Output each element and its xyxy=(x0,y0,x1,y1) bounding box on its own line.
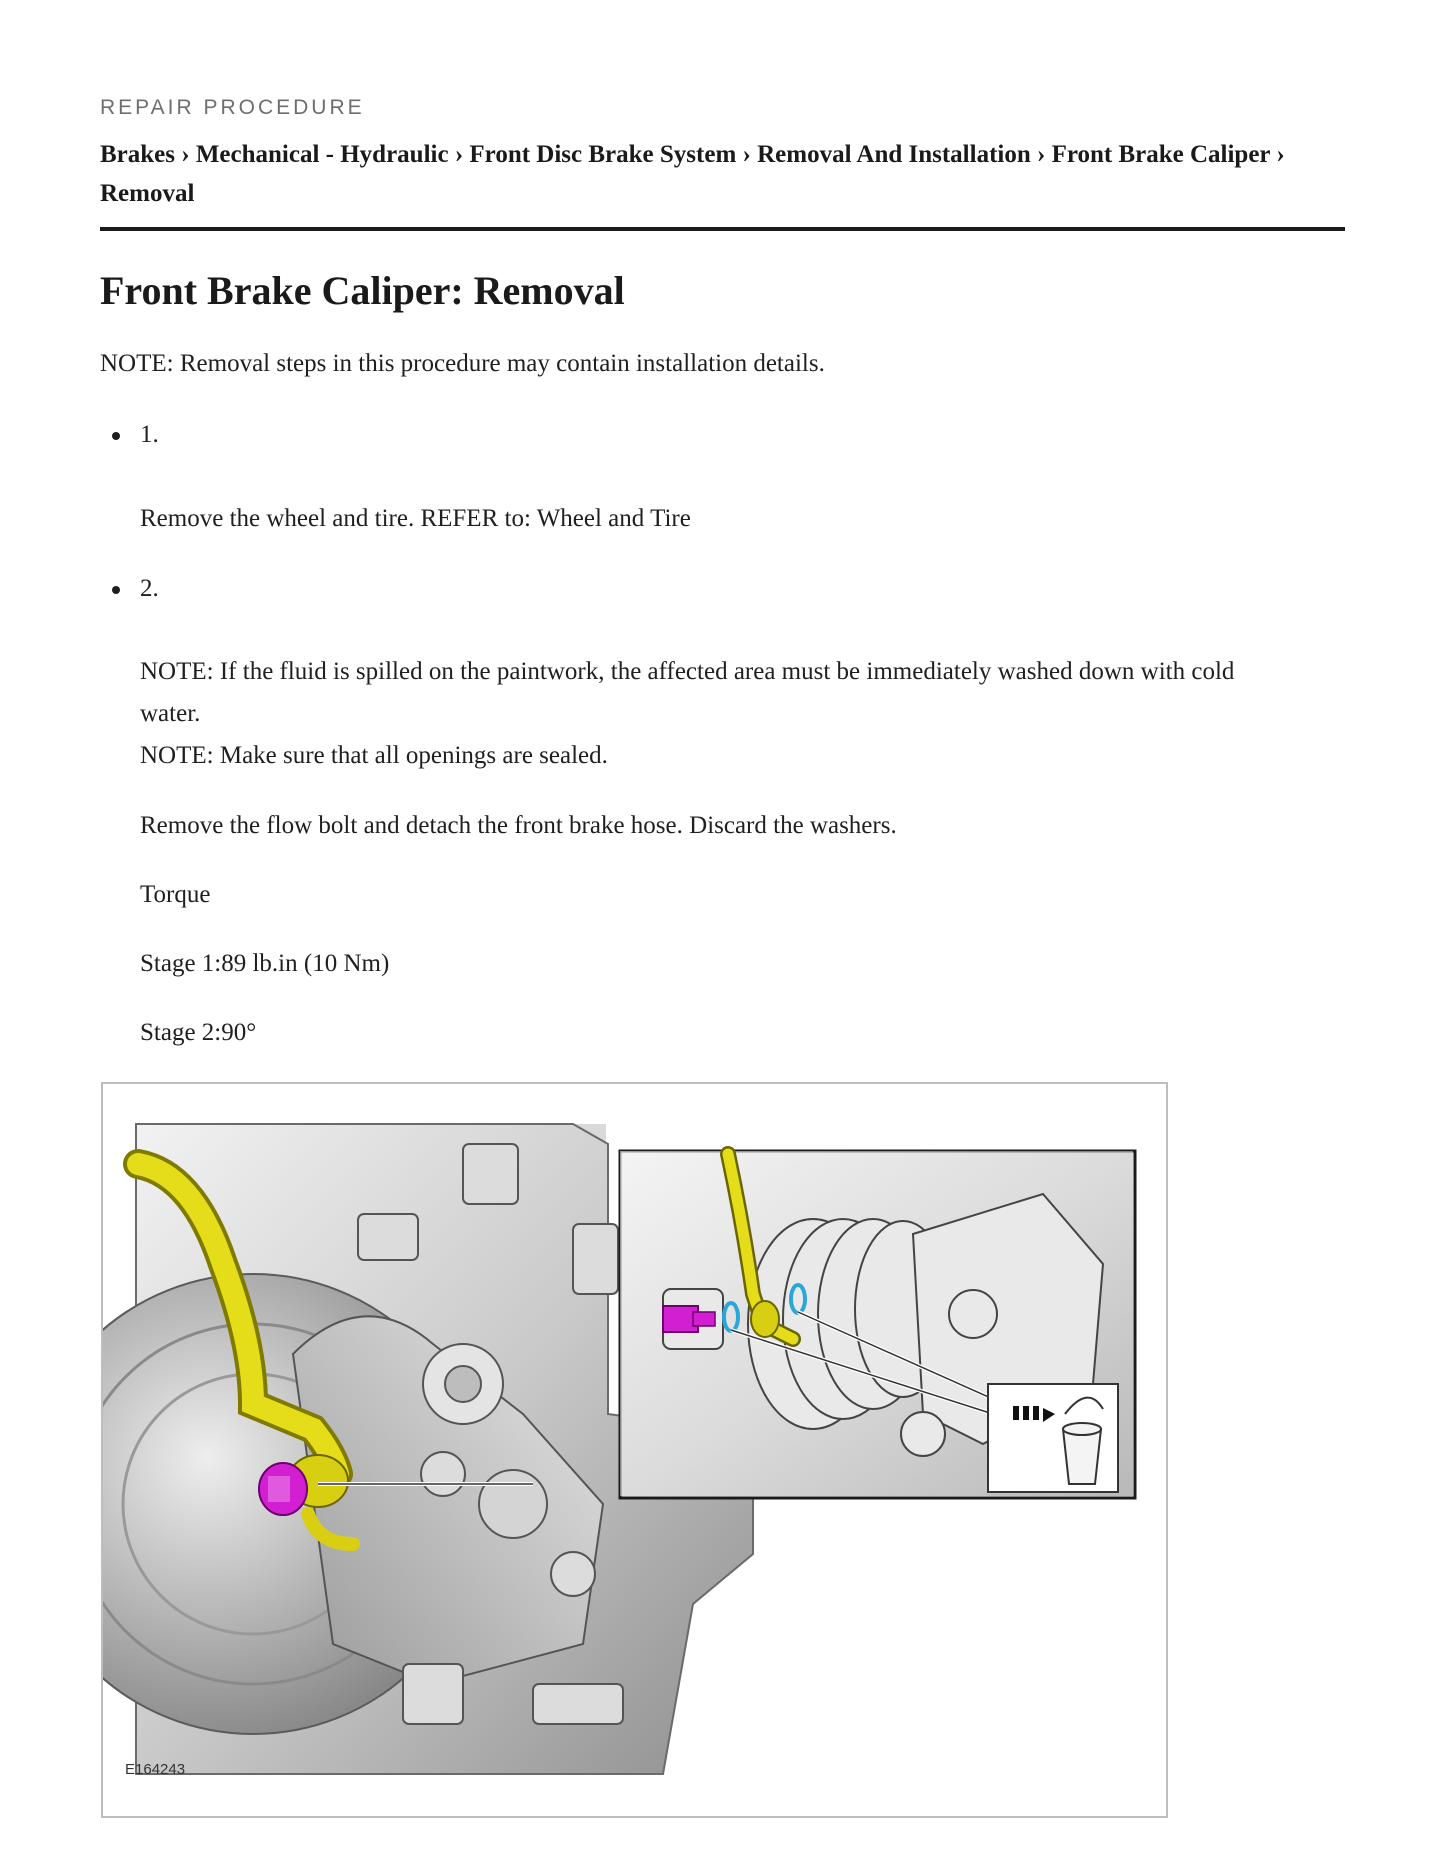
breadcrumb-line-2: Removal xyxy=(100,180,195,207)
section-kicker: REPAIR PROCEDURE xyxy=(100,96,365,119)
breadcrumb xyxy=(100,135,1345,213)
step-2-number: 2. xyxy=(140,575,159,602)
page-title: Front Brake Caliper: Removal xyxy=(100,268,625,313)
list-bullet xyxy=(112,432,120,440)
step-2-text: Remove the flow bolt and detach the front brake hose. Discard the washers. xyxy=(140,812,897,839)
header-divider xyxy=(100,227,1345,231)
step-2-note-1-line-1: NOTE: If the fluid is spilled on the paintwork, the affected area must be immediately washed down with cold xyxy=(140,658,1235,685)
step-2-note-1-line-2: water. xyxy=(140,700,201,727)
list-bullet xyxy=(112,586,120,594)
torque-stage-2: Stage 2:90° xyxy=(140,1019,257,1046)
caliper-drawing xyxy=(103,1084,1166,1816)
figure-code: E164243 xyxy=(125,1761,186,1778)
torque-stage-1: Stage 1:89 lb.in (10 Nm) xyxy=(140,950,390,977)
step-1-number: 1. xyxy=(140,421,159,448)
intro-note: NOTE: Removal steps in this procedure may contain installation details. xyxy=(100,350,825,377)
torque-label: Torque xyxy=(140,881,211,908)
step-2-note-2: NOTE: Make sure that all openings are sealed. xyxy=(140,742,608,769)
brake-caliper-illustration xyxy=(101,1082,1168,1818)
breadcrumb-line-1: Brakes › Mechanical - Hydraulic › Front Disc Brake System › Removal And Installation › Front Brake Caliper › xyxy=(100,141,1285,168)
step-1-text: Remove the wheel and tire. REFER to: Wheel and Tire xyxy=(140,505,691,532)
inset-detail-view xyxy=(620,1151,1135,1498)
